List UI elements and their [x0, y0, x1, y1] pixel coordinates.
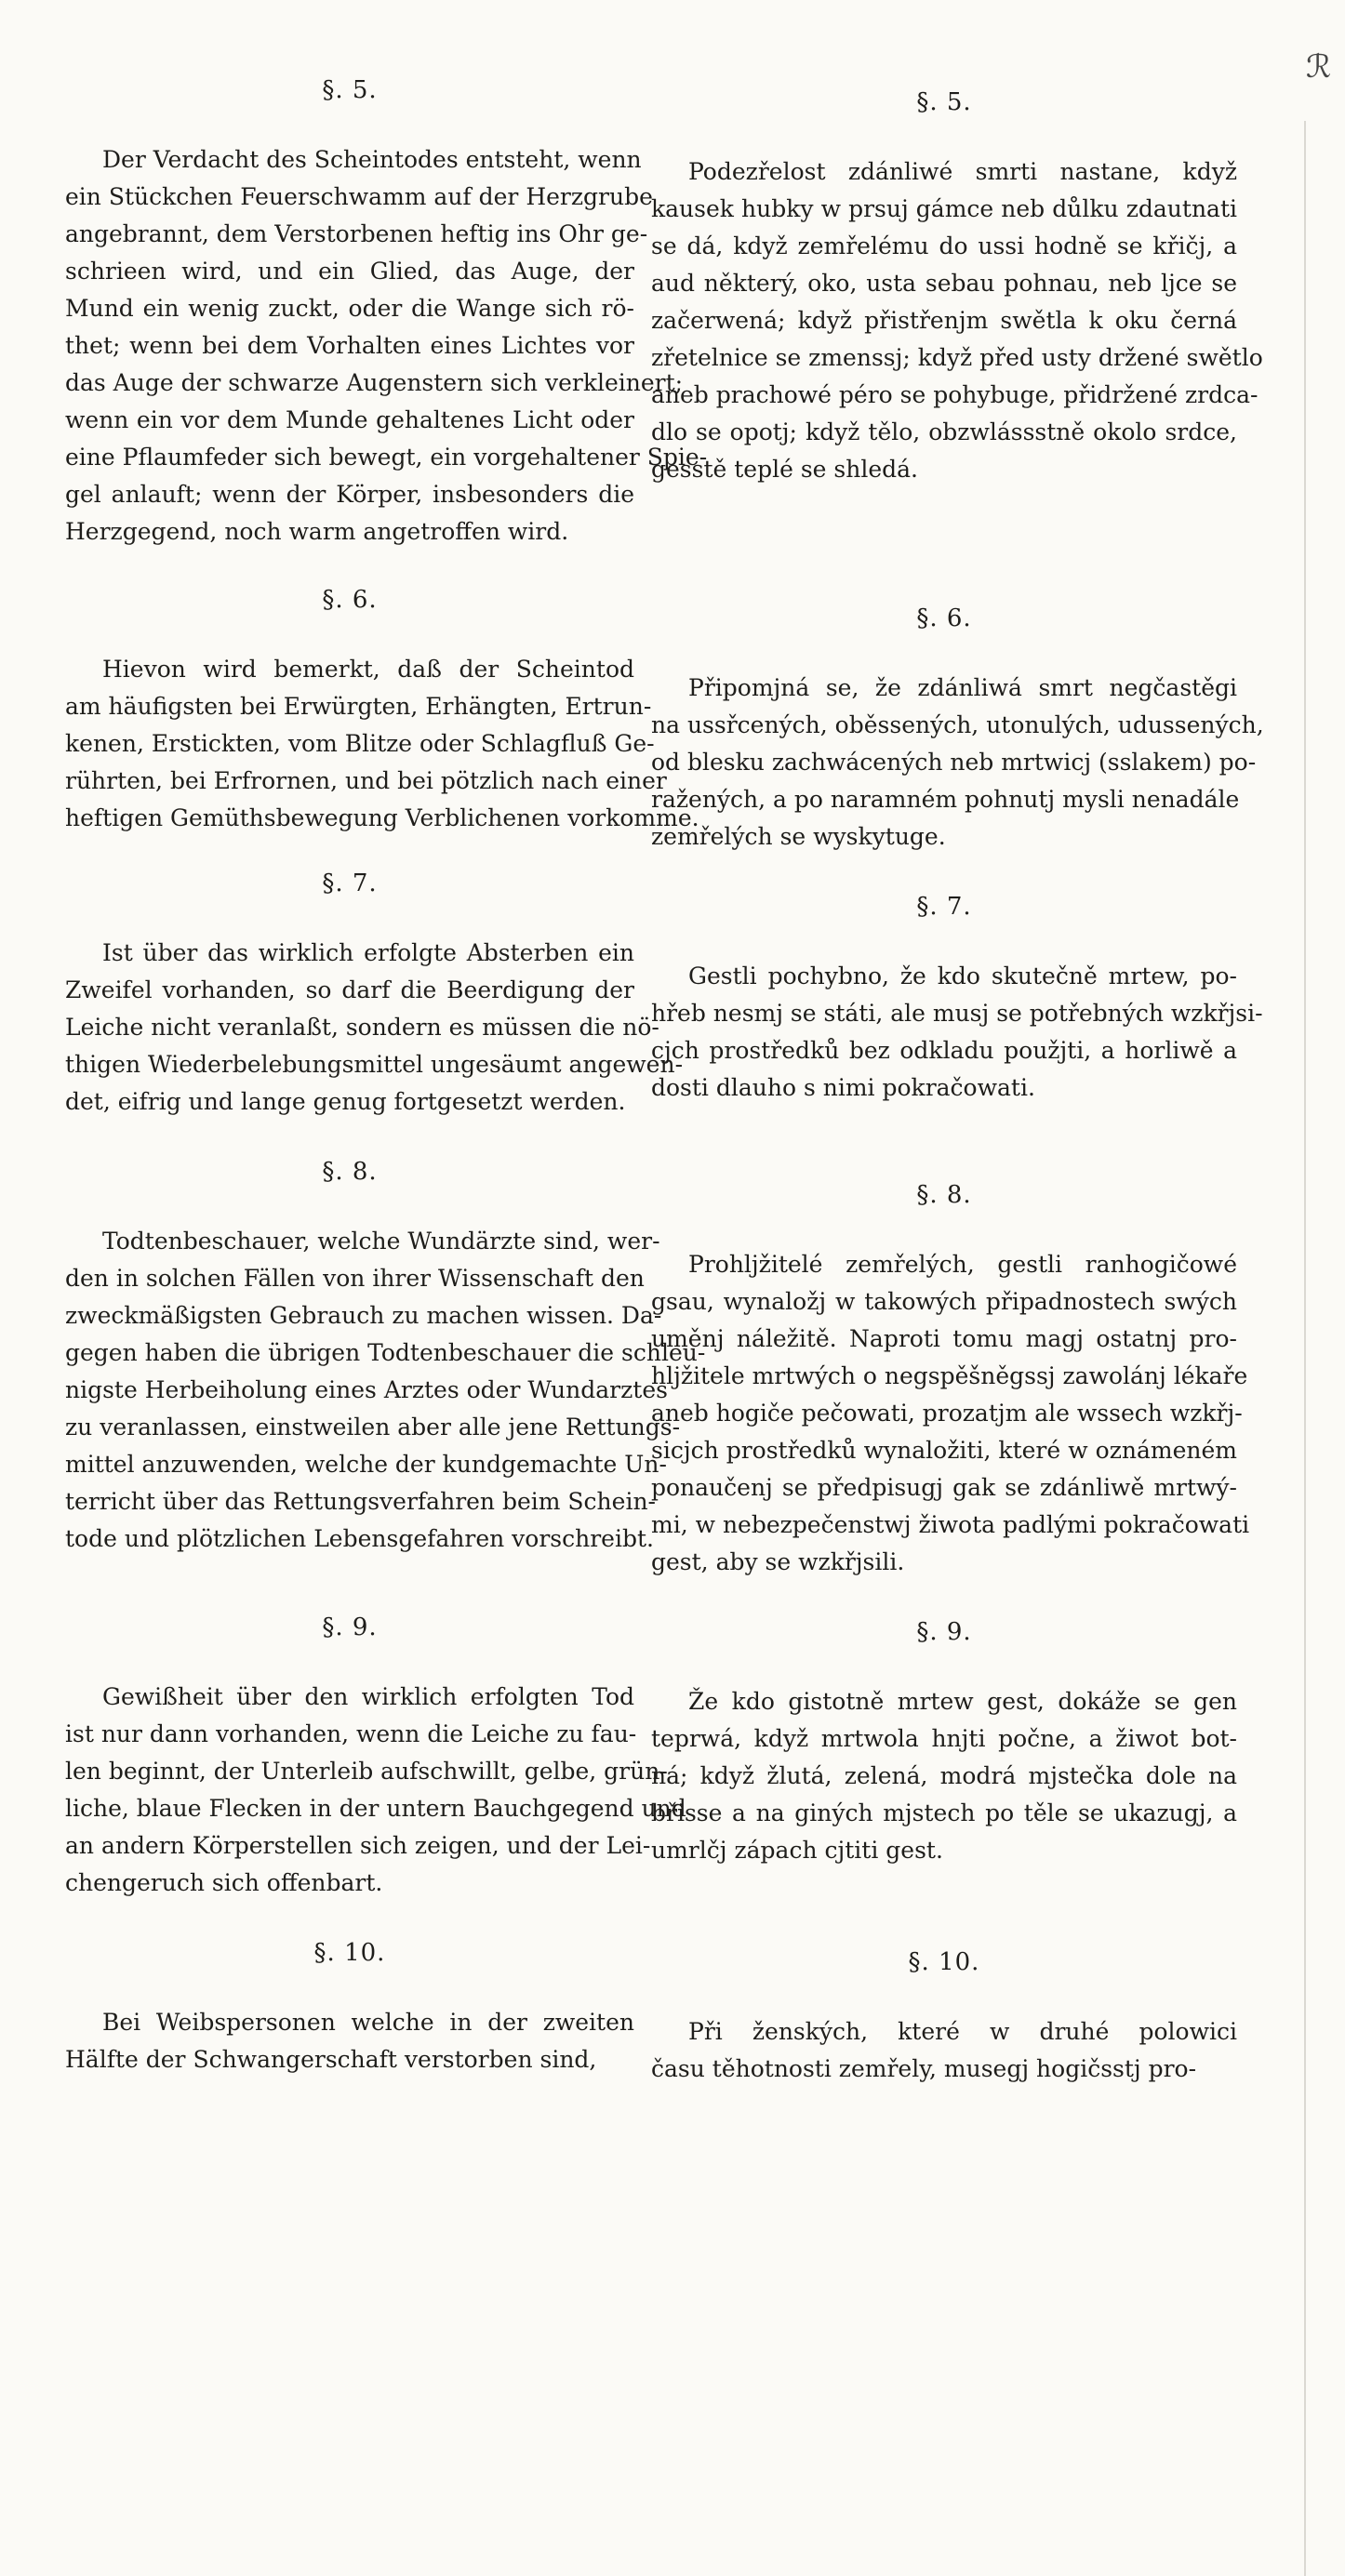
czech-text-line: času těhotnosti zemřely, musegj hogičsstj pro- — [651, 2055, 1197, 2082]
german-text-line: Gewißheit über den wirklich erfolgten Tod — [102, 1683, 634, 1710]
german-text-line: an andern Körperstellen sich zeigen, und der Lei- — [65, 1832, 651, 1859]
german-section-heading: §. 10. — [313, 1939, 386, 1967]
czech-text-line: Při ženských, které w druhé polowici — [688, 2018, 1237, 2045]
czech-section-paragraph — [651, 1683, 1237, 1869]
czech-section-heading: §. 7. — [916, 893, 972, 921]
czech-text-line: dlo se opotj; když tělo, obzwlássstně okolo srdce, — [651, 418, 1237, 445]
czech-text-line: břisse a na giných mjstech po těle se ukazugj, a — [651, 1799, 1237, 1826]
czech-text-line: dosti dlauho s nimi pokračowati. — [651, 1074, 1035, 1101]
german-text-line: thigen Wiederbelebungsmittel ungesäumt angewen- — [65, 1051, 684, 1078]
czech-text-line: Podezřelost zdánliwé smrti nastane, když — [688, 158, 1237, 185]
german-section-paragraph — [65, 141, 708, 551]
czech-section-heading: §. 9. — [916, 1618, 972, 1646]
czech-text-line: Připomjná se, že zdánliwá smrt negčastěgi — [688, 674, 1237, 701]
czech-text-line: uměnj náležitě. Naproti tomu magj ostatnj pro- — [651, 1325, 1237, 1352]
czech-text-line: Prohljžitelé zemřelých, gestli ranhogičowé — [688, 1251, 1237, 1278]
german-section-paragraph — [65, 1679, 686, 1902]
german-text-line: Mund ein wenig zuckt, oder die Wange sich rö- — [65, 295, 634, 322]
german-text-line: zu veranlassen, einstweilen aber alle jene Rettungs- — [65, 1414, 681, 1441]
czech-text-line: začerwená; když přistřenjm swětla k oku černá — [651, 307, 1237, 334]
german-text-line: ein Stückchen Feuerschwamm auf der Herzgrube — [65, 183, 653, 210]
czech-section-heading: §. 10. — [908, 1948, 980, 1976]
czech-section-paragraph — [651, 670, 1264, 856]
german-text-line: Leiche nicht veranlaßt, sondern es müssen die nö- — [65, 1014, 659, 1041]
czech-text-line: se dá, když zemřelému do ussi hodně se křičj, a — [651, 232, 1237, 259]
czech-text-line: Že kdo gistotně mrtew gest, dokáže se gen — [688, 1688, 1237, 1715]
german-text-line: gegen haben die übrigen Todtenbeschauer die schleu- — [65, 1339, 706, 1366]
german-text-line: zweckmäßigsten Gebrauch zu machen wissen. Da- — [65, 1302, 662, 1329]
czech-section-paragraph — [651, 2013, 1237, 2088]
czech-section-heading: §. 5. — [916, 88, 972, 116]
czech-text-line: teprwá, když mrtwola hnjti počne, a žiwot bot- — [651, 1725, 1237, 1752]
czech-text-line: ponaučenj se předpisugj gak se zdánliwě mrtwý- — [651, 1474, 1237, 1501]
czech-text-line: hljžitele mrtwých o negspěšněgssj zawolánj lékaře — [651, 1362, 1248, 1389]
czech-text-line: sicjch prostředků wynaložiti, které w oznámeném — [651, 1437, 1237, 1464]
german-text-line: das Auge der schwarze Augenstern sich verkleinert; — [65, 369, 684, 396]
german-text-line: mittel anzuwenden, welche der kundgemachte Un- — [65, 1451, 667, 1478]
german-text-line: schrieen wird, und ein Glied, das Auge, der — [65, 258, 634, 285]
czech-text-line: na ussřcených, oběssených, utonulých, udussených, — [651, 711, 1264, 738]
german-text-line: thet; wenn bei dem Vorhalten eines Lichtes vor — [65, 332, 634, 359]
german-section-heading: §. 5. — [322, 76, 378, 104]
czech-text-line: aud některý, oko, usta sebau pohnau, neb ljce se — [651, 270, 1237, 297]
german-text-line: eine Pflaumfeder sich bewegt, ein vorgehaltener Spie- — [65, 444, 708, 471]
czech-section-heading: §. 6. — [916, 604, 972, 632]
german-text-line: Ist über das wirklich erfolgte Absterben ein — [102, 939, 634, 966]
german-text-line: angebrannt, dem Verstorbenen heftig ins Ohr ge- — [65, 220, 648, 247]
czech-text-line: kausek hubky w prsuj gámce neb důlku zdautnati — [651, 195, 1237, 222]
czech-text-line: gest, aby se wzkřjsili. — [651, 1548, 905, 1575]
german-text-line: Herzgegend, noch warm angetroffen wird. — [65, 518, 569, 545]
czech-text-line: Gestli pochybno, že kdo skutečně mrtew, po- — [688, 963, 1237, 989]
german-section-heading: §. 7. — [322, 870, 378, 897]
czech-text-line: ná; když žlutá, zelená, modrá mjstečka dole na — [651, 1762, 1237, 1789]
czech-section-paragraph — [651, 1246, 1250, 1581]
german-text-line: Bei Weibspersonen welche in der zweiten — [102, 2009, 634, 2036]
german-text-line: liche, blaue Flecken in der untern Bauchgegend und — [65, 1795, 686, 1822]
czech-text-line: zřetelnice se zmenssj; když před usty držené swětlo — [651, 344, 1263, 371]
czech-text-line: cjch prostředků bez odkladu použjti, a horliwě a — [651, 1037, 1237, 1064]
czech-text-line: zemřelých se wyskytuge. — [651, 823, 946, 850]
german-text-line: tode und plötzlichen Lebensgefahren vorschreibt. — [65, 1525, 654, 1552]
german-section-paragraph — [65, 935, 684, 1121]
czech-text-line: gesstě teplé se shledá. — [651, 456, 918, 483]
german-text-line: Zweifel vorhanden, so darf die Beerdigung der — [65, 976, 634, 1003]
german-text-line: chengeruch sich offenbart. — [65, 1869, 383, 1896]
czech-text-line: mi, w nebezpečenstwj žiwota padlými pokračowati — [651, 1511, 1250, 1538]
german-text-line: Todtenbeschauer, welche Wundärzte sind, wer- — [102, 1228, 660, 1255]
czech-text-line: aneb prachowé péro se pohybuge, přidržené zrdca- — [651, 381, 1258, 408]
german-section-heading: §. 9. — [322, 1613, 378, 1641]
german-text-line: rührten, bei Erfrornen, und bei pötzlich nach einer — [65, 767, 667, 794]
german-section-heading: §. 8. — [322, 1158, 378, 1186]
german-section-heading: §. 6. — [322, 586, 378, 614]
czech-text-line: gsau, wynaložj w takowých připadnostech swých — [651, 1288, 1237, 1315]
german-section-paragraph — [65, 1223, 706, 1558]
german-text-line: len beginnt, der Unterleib aufschwillt, gelbe, grün- — [65, 1758, 668, 1785]
german-text-line: det, eifrig und lange genug fortgesetzt werden. — [65, 1088, 626, 1115]
german-text-line: Hievon wird bemerkt, daß der Scheintod — [102, 656, 634, 683]
czech-text-line: aneb hogiče pečowati, prozatjm ale wssech wzkřj- — [651, 1400, 1243, 1427]
german-section-paragraph — [65, 651, 699, 837]
german-text-line: kenen, Erstickten, vom Blitze oder Schlagfluß Ge- — [65, 730, 655, 757]
german-text-line: wenn ein vor dem Munde gehaltenes Licht oder — [65, 406, 634, 433]
german-section-paragraph — [65, 2004, 634, 2078]
czech-text-line: umrlčj zápach cjtiti gest. — [651, 1837, 943, 1864]
german-text-line: terricht über das Rettungsverfahren beim Schein- — [65, 1488, 656, 1515]
czech-section-heading: §. 8. — [916, 1181, 972, 1209]
german-text-line: heftigen Gemüthsbewegung Verblichenen vorkomme. — [65, 804, 699, 831]
german-text-line: nigste Herbeiholung eines Arztes oder Wundarztes — [65, 1376, 668, 1403]
czech-text-line: ražených, a po naramném pohnutj mysli nenadále — [651, 786, 1240, 813]
margin-mark: ℛ — [1306, 48, 1332, 86]
column-rule — [1304, 121, 1306, 2576]
german-text-line: Hälfte der Schwangerschaft verstorben sind, — [65, 2046, 597, 2073]
czech-section-paragraph — [651, 958, 1263, 1107]
german-text-line: Der Verdacht des Scheintodes entsteht, wenn — [102, 146, 642, 173]
german-text-line: gel anlauft; wenn der Körper, insbesonders die — [65, 481, 634, 508]
german-text-line: am häufigsten bei Erwürgten, Erhängten, Ertrun- — [65, 693, 652, 720]
czech-text-line: hřeb nesmj se státi, ale musj se potřebných wzkřjsi- — [651, 1000, 1263, 1027]
czech-section-paragraph — [651, 153, 1263, 488]
german-text-line: ist nur dann vorhanden, wenn die Leiche zu fau- — [65, 1720, 637, 1747]
czech-text-line: od blesku zachwácených neb mrtwicj (sslakem) po- — [651, 749, 1257, 776]
german-text-line: den in solchen Fällen von ihrer Wissenschaft den — [65, 1265, 645, 1292]
